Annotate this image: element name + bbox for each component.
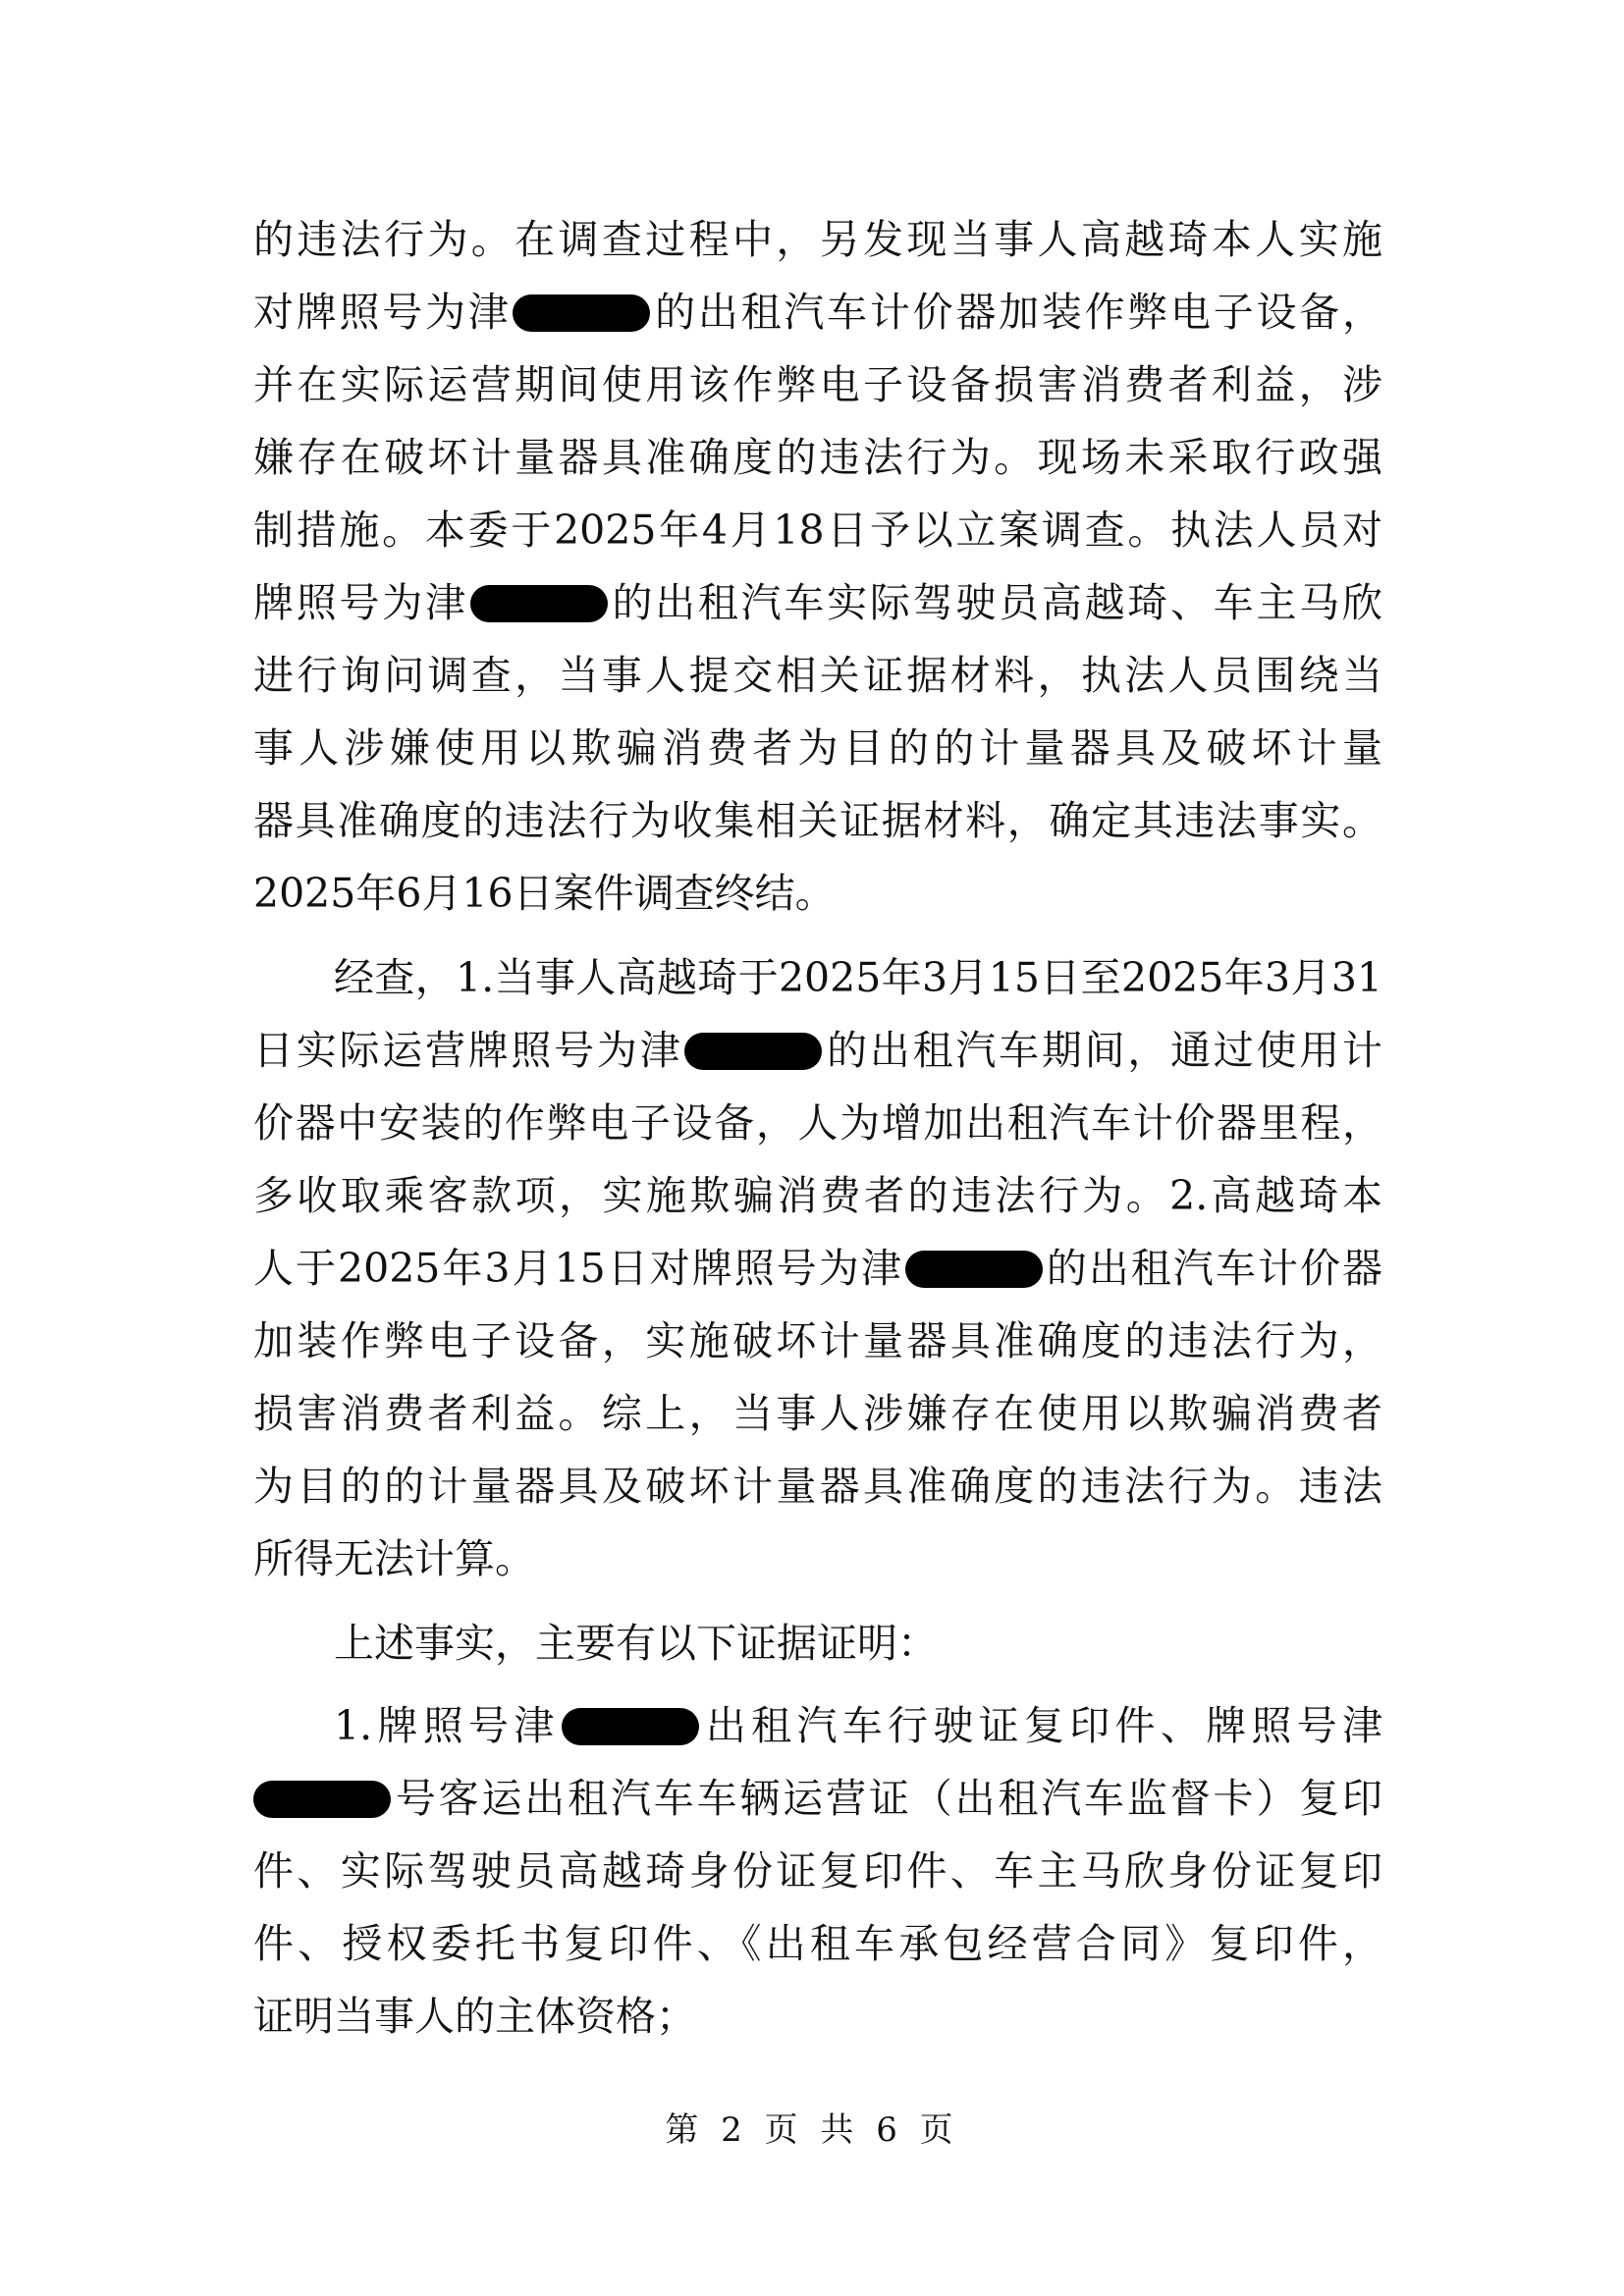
- text-line: [253, 1021, 1382, 1080]
- text-line: [334, 1696, 1382, 1755]
- text-segment: 的出租汽车实际驾驶员高越琦、车主马欣: [609, 579, 1383, 626]
- text-segment: 的出租汽车期间，通过使用计: [824, 1027, 1382, 1074]
- text-segment: 1.牌照号津: [334, 1702, 560, 1749]
- text-segment: 件、授权委托书复印件、《出租车承包经营合同》复印件，: [253, 1920, 1382, 1967]
- text-segment: 经查，1.当事人高越琦于2025年3月15日至2025年3月31: [334, 954, 1382, 1001]
- text-segment: 价器中安装的作弊电子设备，人为增加出租汽车计价器里程，: [253, 1099, 1382, 1147]
- text-segment: 件、实际驾驶员高越琦身份证复印件、车主马欣身份证复印: [253, 1847, 1382, 1895]
- text-line: [253, 355, 1382, 414]
- text-segment: 的出租汽车计价器加装作弊电子设备，: [652, 289, 1383, 336]
- text-line: [253, 1914, 1382, 1973]
- text-line: [253, 1239, 1382, 1298]
- text-line: [334, 948, 1382, 1007]
- text-line: [253, 1094, 1382, 1152]
- text-line: [253, 864, 1382, 923]
- text-segment: 2025年6月16日案件调查终结。: [253, 870, 836, 917]
- redacted-plate-number: [562, 1708, 699, 1745]
- text-line: [253, 1311, 1382, 1370]
- text-segment: 损害消费者利益。综上，当事人涉嫌存在使用以欺骗消费者: [253, 1390, 1382, 1437]
- text-line: [253, 283, 1382, 342]
- text-segment: 器具准确度的违法行为收集相关证据材料，确定其违法事实。: [253, 797, 1382, 844]
- text-line: [253, 1842, 1382, 1900]
- text-line: [253, 719, 1382, 777]
- text-segment: 上述事实，主要有以下证据证明：: [334, 1620, 938, 1667]
- text-segment: 所得无法计算。: [253, 1535, 535, 1582]
- text-segment: 为目的的计量器具及破坏计量器具准确度的违法行为。违法: [253, 1463, 1382, 1510]
- text-segment: 制措施。本委于2025年4月18日予以立案调查。执法人员对: [253, 507, 1382, 554]
- text-segment: 号客运出租汽车车辆运营证（出租汽车监督卡）复印: [393, 1775, 1382, 1822]
- text-line: [253, 1987, 1382, 2046]
- text-segment: 证明当事人的主体资格；: [253, 1993, 696, 2040]
- text-segment: 出租汽车行驶证复印件、牌照号津: [700, 1702, 1382, 1749]
- text-segment: 多收取乘客款项，实施欺骗消费者的违法行为。2.高越琦本: [253, 1172, 1382, 1219]
- text-line: [334, 1614, 1382, 1673]
- text-segment: 对牌照号为津: [253, 289, 512, 336]
- redacted-plate-number: [684, 1033, 822, 1070]
- redacted-plate-number: [470, 585, 608, 622]
- text-line: [253, 1769, 1382, 1828]
- text-segment: 人于2025年3月15日对牌照号为津: [253, 1245, 903, 1292]
- redacted-plate-number: [513, 294, 650, 332]
- text-segment: 牌照号为津: [253, 579, 468, 626]
- text-segment: 嫌存在破坏计量器具准确度的违法行为。现场未采取行政强: [253, 434, 1382, 481]
- text-line: [253, 1384, 1382, 1443]
- text-line: [253, 210, 1382, 269]
- redacted-plate-number: [253, 1781, 391, 1818]
- text-line: [253, 1529, 1382, 1588]
- text-segment: 事人涉嫌使用以欺骗消费者为目的的计量器具及破坏计量: [253, 724, 1382, 772]
- text-segment: 日实际运营牌照号为津: [253, 1027, 683, 1074]
- text-segment: 的违法行为。在调查过程中，另发现当事人高越琦本人实施: [253, 216, 1382, 263]
- text-line: [253, 573, 1382, 632]
- text-line: [253, 791, 1382, 850]
- text-segment: 的出租汽车计价器: [1044, 1245, 1383, 1292]
- page-number: 第 2 页 共 6 页: [665, 2110, 959, 2150]
- text-segment: 并在实际运营期间使用该作弊电子设备损害消费者利益，涉: [253, 361, 1382, 408]
- text-segment: 加装作弊电子设备，实施破坏计量器具准确度的违法行为，: [253, 1317, 1382, 1364]
- text-line: [253, 501, 1382, 560]
- text-line: [253, 646, 1382, 705]
- text-line: [253, 1166, 1382, 1225]
- redacted-plate-number: [905, 1251, 1043, 1288]
- text-line: [253, 428, 1382, 487]
- text-line: [253, 1457, 1382, 1516]
- text-segment: 进行询问调查，当事人提交相关证据材料，执法人员围绕当: [253, 652, 1382, 699]
